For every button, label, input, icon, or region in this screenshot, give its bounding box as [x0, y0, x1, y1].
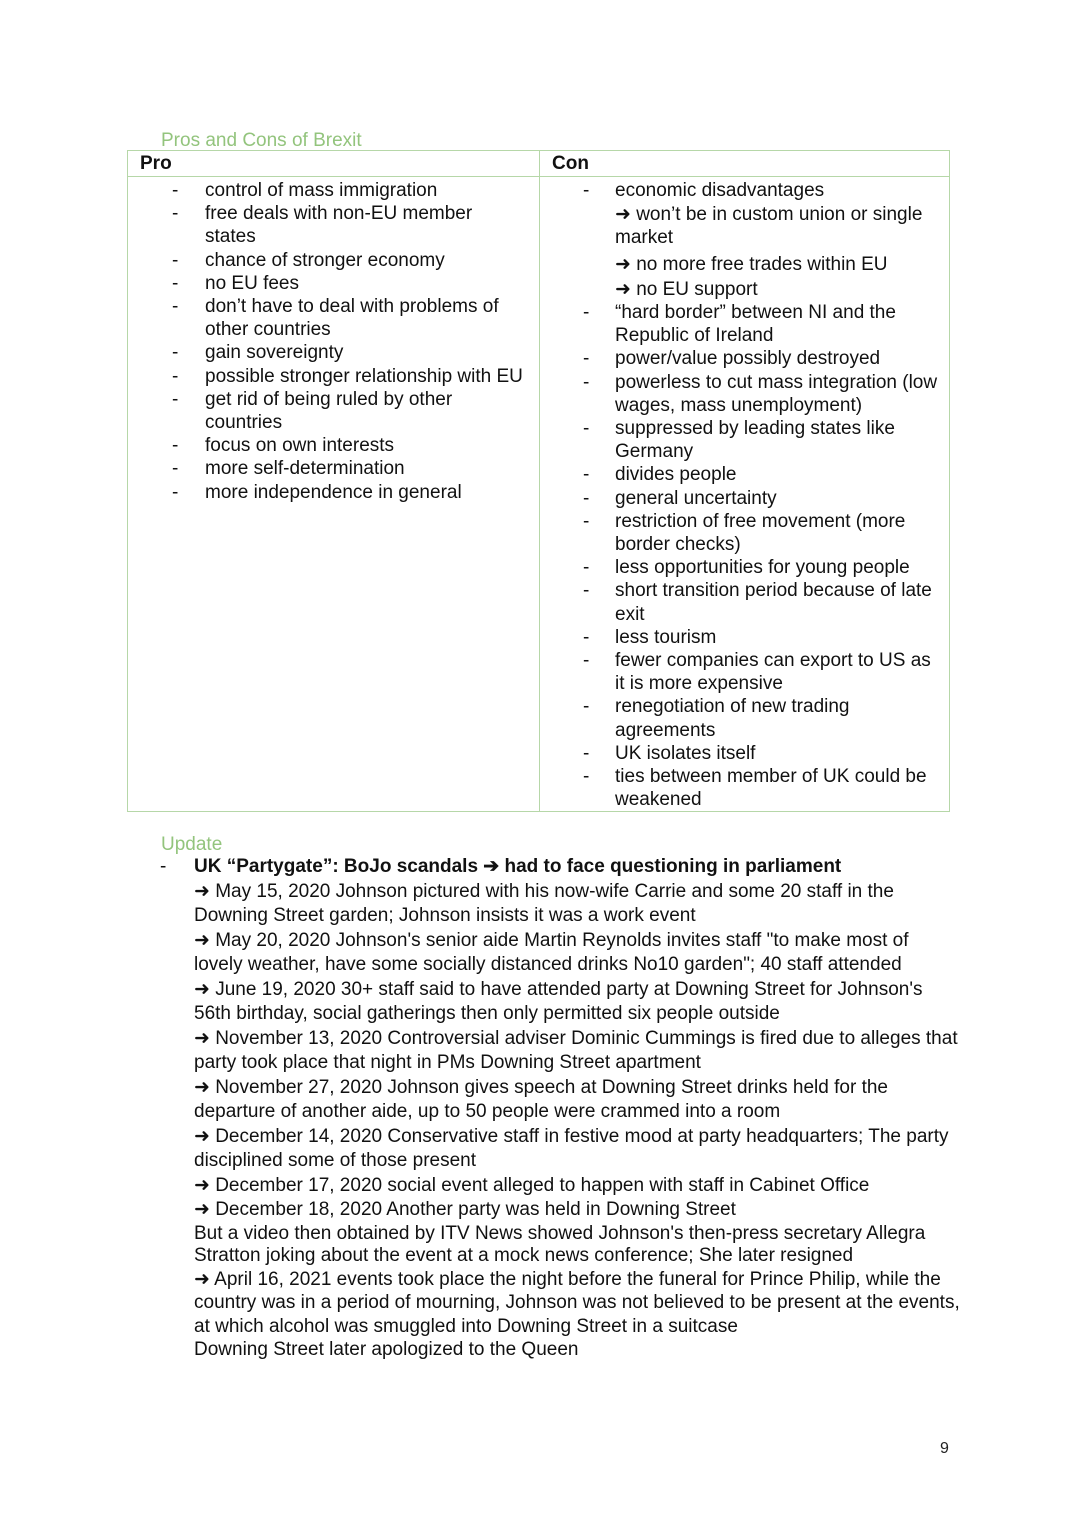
pro-header: Pro: [128, 151, 540, 177]
update-headline: UK “Partygate”: BoJo scandals ➔ had to face questioning in parliament: [194, 856, 842, 877]
pro-item: - more self-determination: [128, 457, 539, 480]
con-sub-item: ➜ no EU support: [615, 278, 758, 300]
con-item: - UK isolates itself: [540, 742, 949, 765]
update-event: ➜ June 19, 2020 30+ staff said to have attended party at Downing Street for Johnson's 56th birthday, social gatherings then only permitted six people outside: [194, 978, 923, 1024]
update-event: ➜ December 14, 2020 Conservative staff in festive mood at party headquarters; The party disciplined some of those present: [194, 1125, 949, 1171]
update-event: ➜ April 16, 2021 events took place the night before the funeral for Prince Philip, while the country was in a period of mourning, Johnson was not believed to be present at the events, at which alcohol was smuggled into Downing Street in a suitcase: [194, 1268, 960, 1337]
pro-item: - get rid of being ruled by other countries: [128, 388, 539, 434]
con-list: [540, 177, 949, 811]
con-item: - ties between member of UK could be weakened: [540, 765, 949, 811]
con-sub-item: ➜ no more free trades within EU: [615, 253, 888, 275]
con-item: - “hard border” between NI and the Republic of Ireland: [540, 301, 949, 347]
pro-item: - don’t have to deal with problems of other countries: [128, 295, 539, 341]
pros-cons-table: [127, 150, 950, 812]
update-event: ➜ November 27, 2020 Johnson gives speech at Downing Street drinks held for the departure of another aide, up to 50 people were crammed into a room: [194, 1076, 888, 1122]
update-event: ➜ May 20, 2020 Johnson's senior aide Martin Reynolds invites staff "to make most of lovely weather, have some socially distanced drinks No10 garden"; 40 staff attended: [194, 929, 909, 975]
pro-item: - free deals with non-EU member states: [128, 202, 539, 248]
con-item-text: economic disadvantages: [615, 180, 825, 201]
con-item: - power/value possibly destroyed: [540, 347, 949, 370]
pro-item: - gain sovereignty: [128, 341, 539, 364]
pro-item: - possible stronger relationship with EU: [128, 365, 539, 388]
update-event: ➜ December 18, 2020 Another party was held in Downing Street: [194, 1199, 736, 1220]
update-title: Update: [161, 834, 223, 855]
con-item: - restriction of free movement (more border checks): [540, 510, 949, 556]
con-sub-item: ➜ won’t be in custom union or single market: [615, 204, 923, 249]
con-item: - powerless to cut mass integration (low wages, mass unemployment): [540, 371, 949, 417]
con-item: - short transition period because of late exit: [540, 579, 949, 625]
pro-list: [128, 177, 539, 504]
pro-cell: [128, 177, 540, 812]
update-event: ➜ May 15, 2020 Johnson pictured with his now-wife Carrie and some 20 staff in the Downing Street garden; Johnson insists it was a work event: [194, 880, 894, 926]
update-event: But a video then obtained by ITV News showed Johnson's then-press secretary Allegra Stratton joking about the event at a mock news conference; She later resigned: [194, 1222, 926, 1266]
pro-item: - no EU fees: [128, 272, 539, 295]
con-item: [540, 179, 949, 301]
pros-cons-title: Pros and Cons of Brexit: [161, 130, 362, 151]
pro-item: - chance of stronger economy: [128, 249, 539, 272]
pro-item: - focus on own interests: [128, 434, 539, 457]
con-item: - suppressed by leading states like Germany: [540, 417, 949, 463]
update-event: ➜ November 13, 2020 Controversial adviser Dominic Cummings is fired due to alleges that party took place that night in PMs Downing Street apartment: [194, 1027, 958, 1073]
con-item: - renegotiation of new trading agreements: [540, 695, 949, 741]
con-item: - less tourism: [540, 626, 949, 649]
pro-item: - control of mass immigration: [128, 179, 539, 202]
update-event: Downing Street later apologized to the Queen: [194, 1339, 579, 1360]
con-item: - fewer companies can export to US as it is more expensive: [540, 649, 949, 695]
page-number: 9: [940, 1440, 949, 1457]
con-header: Con: [540, 151, 950, 177]
update-event: ➜ December 17, 2020 social event alleged to happen with staff in Cabinet Office: [194, 1174, 870, 1196]
pro-item: - more independence in general: [128, 481, 539, 504]
update-section: [160, 855, 960, 1363]
con-item: - less opportunities for young people: [540, 556, 949, 579]
con-item: - divides people: [540, 463, 949, 486]
con-cell: [540, 177, 950, 812]
bullet-dash: -: [160, 856, 167, 877]
con-item: - general uncertainty: [540, 487, 949, 510]
